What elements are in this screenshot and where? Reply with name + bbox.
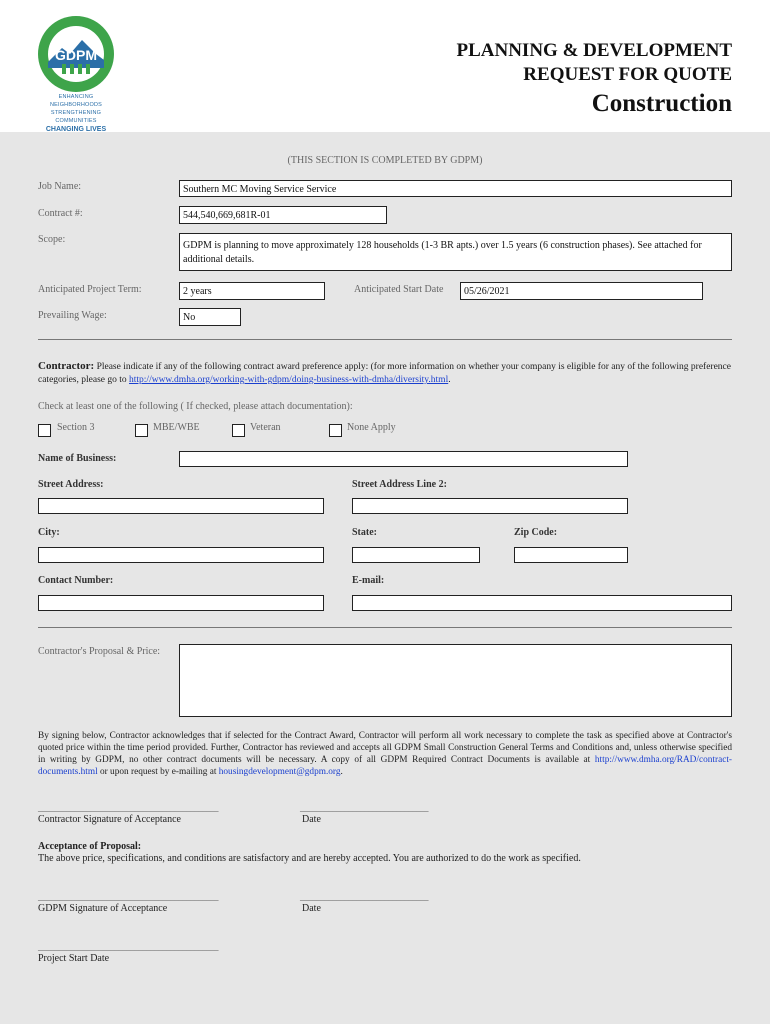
title-line-1: PLANNING & DEVELOPMENT <box>456 40 732 61</box>
mbe-wbe-checkbox[interactable] <box>135 424 148 437</box>
contract-field[interactable]: 544,540,669,681R-01 <box>179 206 387 224</box>
contractor-intro <box>38 360 732 387</box>
email-label: E-mail: <box>352 575 385 586</box>
state-label: State: <box>352 527 377 538</box>
agreement-end: . <box>340 767 343 777</box>
state-field[interactable] <box>352 547 480 563</box>
start-date-label: Anticipated Start Date <box>354 284 444 295</box>
street-address-field[interactable] <box>38 498 324 514</box>
proposal-label: Contractor's Proposal & Price: <box>38 646 161 657</box>
agreement-body: By signing below, Contractor acknowledges that if selected for the Contract Award, Contractor will perform all work necessary to complete the task as specified above at Contractor's quoted price within the time period provided. Further, Contractor has reviewed and accepts all GDPM Small Construction General Terms and Conditions and, unless otherwise specified in writing by GDPM, no other contract documents will be necessary. A copy of all GDPM Required Contract Documents is available at <box>38 731 732 765</box>
contract-documents-link[interactable]: http://www.dmha.org/RAD/contract-documents.html <box>38 755 732 777</box>
logo-tagline-3: CHANGING LIVES <box>45 126 107 133</box>
scope-label: Scope: <box>38 234 66 245</box>
gdpm-logo-icon <box>36 14 116 94</box>
start-date-field[interactable]: 05/26/2021 <box>460 282 703 300</box>
title-line-3: Construction <box>591 90 732 117</box>
page-header <box>0 0 770 132</box>
contractor-date-label: Date <box>302 814 321 825</box>
contact-number-label: Contact Number: <box>38 575 114 586</box>
prevailing-wage-label: Prevailing Wage: <box>38 310 107 321</box>
project-term-label: Anticipated Project Term: <box>38 284 142 295</box>
gdpm-signature-label: GDPM Signature of Acceptance <box>38 903 168 914</box>
contact-number-field[interactable] <box>38 595 324 611</box>
street-address-2-label: Street Address Line 2: <box>352 479 447 490</box>
check-prompt: Check at least one of the following ( If checked, please attach documentation): <box>38 401 353 412</box>
job-name-label: Job Name: <box>38 181 82 192</box>
gdpm-date-line[interactable]: ________________________________ <box>300 892 428 902</box>
logo-tagline <box>36 93 116 134</box>
contractor-date-line[interactable]: ________________________________ <box>300 803 428 813</box>
scope-field[interactable]: GDPM is planning to move approximately 128 households (1-3 BR apts.) over 1.5 years (6 construction phases). See attached for additional details. <box>179 233 732 271</box>
street-address-label: Street Address: <box>38 479 104 490</box>
logo-tagline-2: STRENGTHENING COMMUNITIES <box>50 110 102 124</box>
housing-email-link[interactable]: housingdevelopment@gdpm.org <box>218 767 341 777</box>
section3-label: Section 3 <box>57 422 95 433</box>
title-line-2: REQUEST FOR QUOTE <box>523 64 732 85</box>
none-apply-checkbox[interactable] <box>329 424 342 437</box>
contractor-heading: Contractor: <box>38 360 95 372</box>
project-start-label: Project Start Date <box>38 953 110 964</box>
proposal-field[interactable] <box>179 644 732 717</box>
gdpm-date-label: Date <box>302 903 321 914</box>
logo-tagline-1: ENHANCING NEIGHBORHOODS <box>49 94 103 108</box>
city-field[interactable] <box>38 547 324 563</box>
section3-checkbox[interactable] <box>38 424 51 437</box>
agreement-text <box>38 730 732 778</box>
section-divider-1 <box>38 339 732 340</box>
diversity-link[interactable]: http://www.dmha.org/working-with-gdpm/doing-business-with-dmha/diversity.html <box>129 375 449 385</box>
veteran-checkbox[interactable] <box>232 424 245 437</box>
contractor-signature-label: Contractor Signature of Acceptance <box>38 814 181 825</box>
acceptance-text: The above price, specifications, and conditions are satisfactory and are hereby accepted. You are authorized to do the work as specified. <box>38 853 581 864</box>
veteran-label: Veteran <box>250 422 281 433</box>
section-divider-2 <box>38 627 732 628</box>
project-term-field[interactable]: 2 years <box>179 282 325 300</box>
gdpm-signature-line[interactable]: _____________________________________________ <box>38 892 218 902</box>
business-name-label: Name of Business: <box>38 453 117 464</box>
email-field[interactable] <box>352 595 732 611</box>
acceptance-heading: Acceptance of Proposal: <box>38 841 142 852</box>
mbe-wbe-label: MBE/WBE <box>153 422 200 433</box>
business-name-field[interactable] <box>179 451 628 467</box>
agreement-mid: or upon request by e-mailing at <box>97 767 219 777</box>
zip-code-field[interactable] <box>514 547 628 563</box>
contractor-intro-end: . <box>448 375 451 385</box>
gdpm-section-note: (THIS SECTION IS COMPLETED BY GDPM) <box>287 155 483 166</box>
zip-code-label: Zip Code: <box>514 527 558 538</box>
contractor-signature-line[interactable]: _____________________________________________ <box>38 803 218 813</box>
logo-monogram: GDPM <box>55 47 97 63</box>
contract-label: Contract #: <box>38 208 83 219</box>
project-start-line[interactable]: _____________________________________________ <box>38 942 218 952</box>
job-name-field[interactable]: Southern MC Moving Service Service <box>179 180 732 197</box>
street-address-2-field[interactable] <box>352 498 628 514</box>
none-apply-label: None Apply <box>347 422 396 433</box>
contractor-intro-text: Please indicate if any of the following contract award preference apply: (for more information on whether your company is eligible for any of the following preference categories, please go to <box>38 362 731 385</box>
city-label: City: <box>38 527 60 538</box>
prevailing-wage-field[interactable]: No <box>179 308 241 326</box>
